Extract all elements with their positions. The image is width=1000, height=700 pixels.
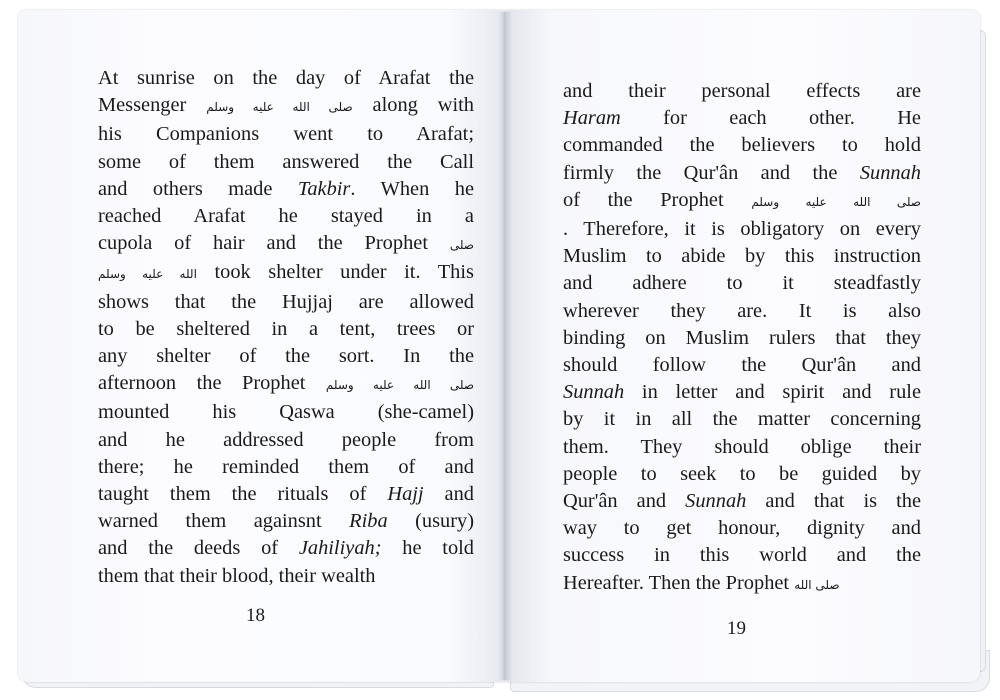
text-segment: people to seek to be guided by [563,462,921,485]
text-line [563,570,921,599]
text-line [98,176,474,203]
text-segment: Muslim to abide by this instruction [563,245,921,268]
text-line [563,243,921,270]
text-segment: there; he reminded them of and [98,455,474,478]
text-line [98,92,474,121]
text-segment: . When he [350,177,474,200]
right-page-number: 19 [727,618,746,639]
text-line [563,379,921,406]
left-page-text [98,65,474,590]
text-segment: some of them answered the Call [98,150,474,173]
text-segment: for each other. He [620,107,921,130]
text-segment: firmly the Qur'ân and the [563,161,860,184]
text-segment: and that is the [746,490,921,513]
text-segment: in letter and spirit and rule [624,381,921,404]
italic-term: Hajj [387,483,424,506]
text-line [563,187,921,216]
italic-term: Sunnah [563,381,625,404]
text-segment: and he addressed people from [98,428,474,451]
text-segment: way to get honour, dignity and [563,517,921,540]
text-segment: reached Arafat he stayed in a [98,205,474,228]
text-line [563,352,921,379]
text-line [98,65,474,92]
italic-term: Riba [349,510,388,533]
text-segment: and their personal effects are [563,80,921,102]
text-line [98,427,474,454]
text-line [98,149,474,176]
text-segment: and the deeds of [98,537,299,560]
text-line [563,515,921,542]
text-line [98,121,474,148]
text-line [98,230,474,259]
text-segment: took shelter under it. This [196,261,474,284]
text-segment: of the Prophet [563,188,752,211]
text-line [98,535,474,562]
text-segment: commanded the believers to hold [563,134,921,157]
text-line [563,325,921,352]
text-segment: mounted his Qaswa (she-camel) [98,401,474,424]
text-segment: and [423,483,474,506]
text-line [563,105,921,132]
text-line [563,542,921,569]
book-gutter [498,12,512,680]
text-line [563,78,921,105]
text-segment: . Therefore, it is obligatory on every [563,218,921,241]
text-segment: At sunrise on the day of Arafat the [98,67,474,89]
italic-term: Jahiliyah; [298,537,382,560]
text-segment: to be sheltered in a tent, trees or [98,317,474,340]
text-line [98,454,474,481]
text-line [563,270,921,297]
text-line [563,132,921,159]
text-line [563,160,921,187]
text-line [98,289,474,316]
italic-term: Haram [563,107,621,130]
arabic-salutation: صلى الله عليه وسلم [751,194,921,209]
text-segment: warned them againsnt [98,510,350,533]
text-segment: afternoon the Prophet [98,372,326,395]
text-segment: along with [352,94,474,117]
text-line [98,343,474,370]
text-line [98,563,474,590]
italic-term: Sunnah [685,490,747,513]
text-segment: them. They should oblige their [563,435,921,458]
text-segment: Messenger [98,94,207,117]
text-segment: his Companions went to Arafat; [98,123,474,146]
arabic-salutation: صلى [449,238,474,253]
left-page [18,10,505,682]
text-segment: (usury) [387,510,474,533]
right-page [505,10,980,682]
text-line [98,370,474,399]
text-segment: binding on Muslim rulers that they [563,326,921,349]
left-page-number: 18 [246,605,265,626]
text-line [563,216,921,243]
text-line [98,399,474,426]
arabic-salutation: صلى الله [794,577,840,592]
text-line [98,508,474,535]
right-page-text [563,78,921,599]
text-line [98,259,474,288]
arabic-salutation: صلى الله عليه وسلم [206,100,353,115]
arabic-salutation: الله عليه وسلم [98,267,197,282]
text-segment: wherever they are. It is also [563,299,921,322]
text-line [563,488,921,515]
text-segment: should follow the Qur'ân and [563,354,921,377]
italic-term: Takbir [297,177,351,200]
arabic-salutation: صلى الله عليه وسلم [325,378,475,393]
text-segment: them that their blood, their wealth [98,564,376,587]
text-line [563,298,921,325]
italic-term: Sunnah [859,161,921,184]
text-segment: Qur'ân and [563,490,686,513]
text-segment: Hereafter. Then the Prophet [563,571,795,594]
text-segment: any shelter of the sort. In the [98,345,474,368]
text-line [563,406,921,433]
text-segment: and adhere to it steadfastly [563,272,921,295]
text-segment: taught them the rituals of [98,483,388,506]
text-segment: and others made [98,177,298,200]
text-segment: success in this world and the [563,544,921,567]
text-segment: he told [381,537,474,560]
text-line [563,461,921,488]
text-segment: shows that the Hujjaj are allowed [98,290,474,313]
text-segment: by it in all the matter concerning [563,408,921,431]
text-line [98,203,474,230]
text-line [563,434,921,461]
text-line [98,316,474,343]
text-line [98,481,474,508]
text-segment: cupola of hair and the Prophet [98,232,450,255]
